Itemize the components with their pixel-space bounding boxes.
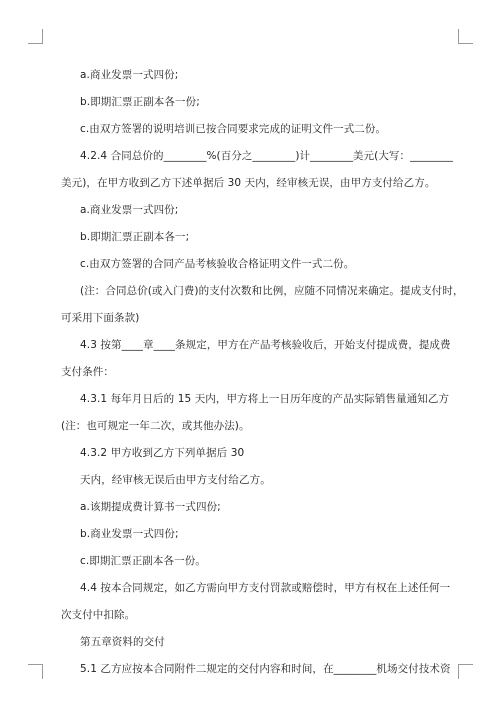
text-line: 4.4 按本合同规定，如乙方需向甲方支付罚款或赔偿时，甲方有权在上述任何一: [80, 582, 451, 594]
crop-mark-top-right: [458, 29, 473, 44]
text-line: 天内，经审核无误后由甲方支付给乙方。: [80, 474, 271, 486]
crop-mark-bottom-right: [458, 664, 473, 679]
text-line: 次支付中扣除。: [61, 609, 136, 621]
text-line: b.即期汇票正副本各一份;: [80, 96, 200, 108]
text-line: 可采用下面条款): [61, 312, 140, 324]
section-heading: 第五章资料的交付: [80, 636, 165, 648]
text-line: 4.3.1 每年月日后的 15 天内，甲方将上一日历年度的产品实际销售量通知乙方: [80, 393, 450, 405]
crop-mark-bottom-left: [28, 664, 43, 679]
text-line: 4.3 按第____章____条规定，甲方在产品考核验收后，开始支付提成费，提成费: [80, 339, 451, 351]
text-line: b.即期汇票正副本各一;: [80, 231, 190, 243]
text-line: a.商业发票一式四份;: [80, 69, 179, 81]
text-line: a.商业发票一式四份;: [80, 204, 179, 216]
text-line: b.商业发票一式四份;: [80, 528, 179, 540]
crop-mark-top-left: [28, 29, 43, 44]
text-line: (注：也可规定一年二次，或其他办法)。: [61, 420, 250, 432]
text-line: 5.1 乙方应按本合同附件二规定的交付内容和时间，在________机场交付技术资: [80, 663, 451, 675]
text-line: 美元)，在甲方收到乙方下述单据后 30 天内，经审核无误，由甲方支付给乙方。: [61, 177, 436, 189]
text-line: c.即期汇票正副本各一份。: [80, 555, 206, 567]
text-line: 支付条件：: [61, 366, 114, 378]
text-line: (注：合同总价(或入门费)的支付次数和比例，应随不同情况来确定。提成支付时，: [80, 285, 464, 297]
text-line: 4.2.4 合同总价的________%(百分之________)计________美元(大写：________: [80, 150, 453, 162]
text-line: a.该期提成费计算书一式四份;: [80, 501, 221, 513]
text-line: c.由双方签署的合同产品考核验收合格证明文件一式二份。: [80, 258, 355, 270]
text-line: 4.3.2 甲方收到乙方下列单据后 30: [80, 447, 245, 459]
text-line: c.由双方签署的说明培训已按合同要求完成的证明文件一式二份。: [80, 123, 387, 135]
